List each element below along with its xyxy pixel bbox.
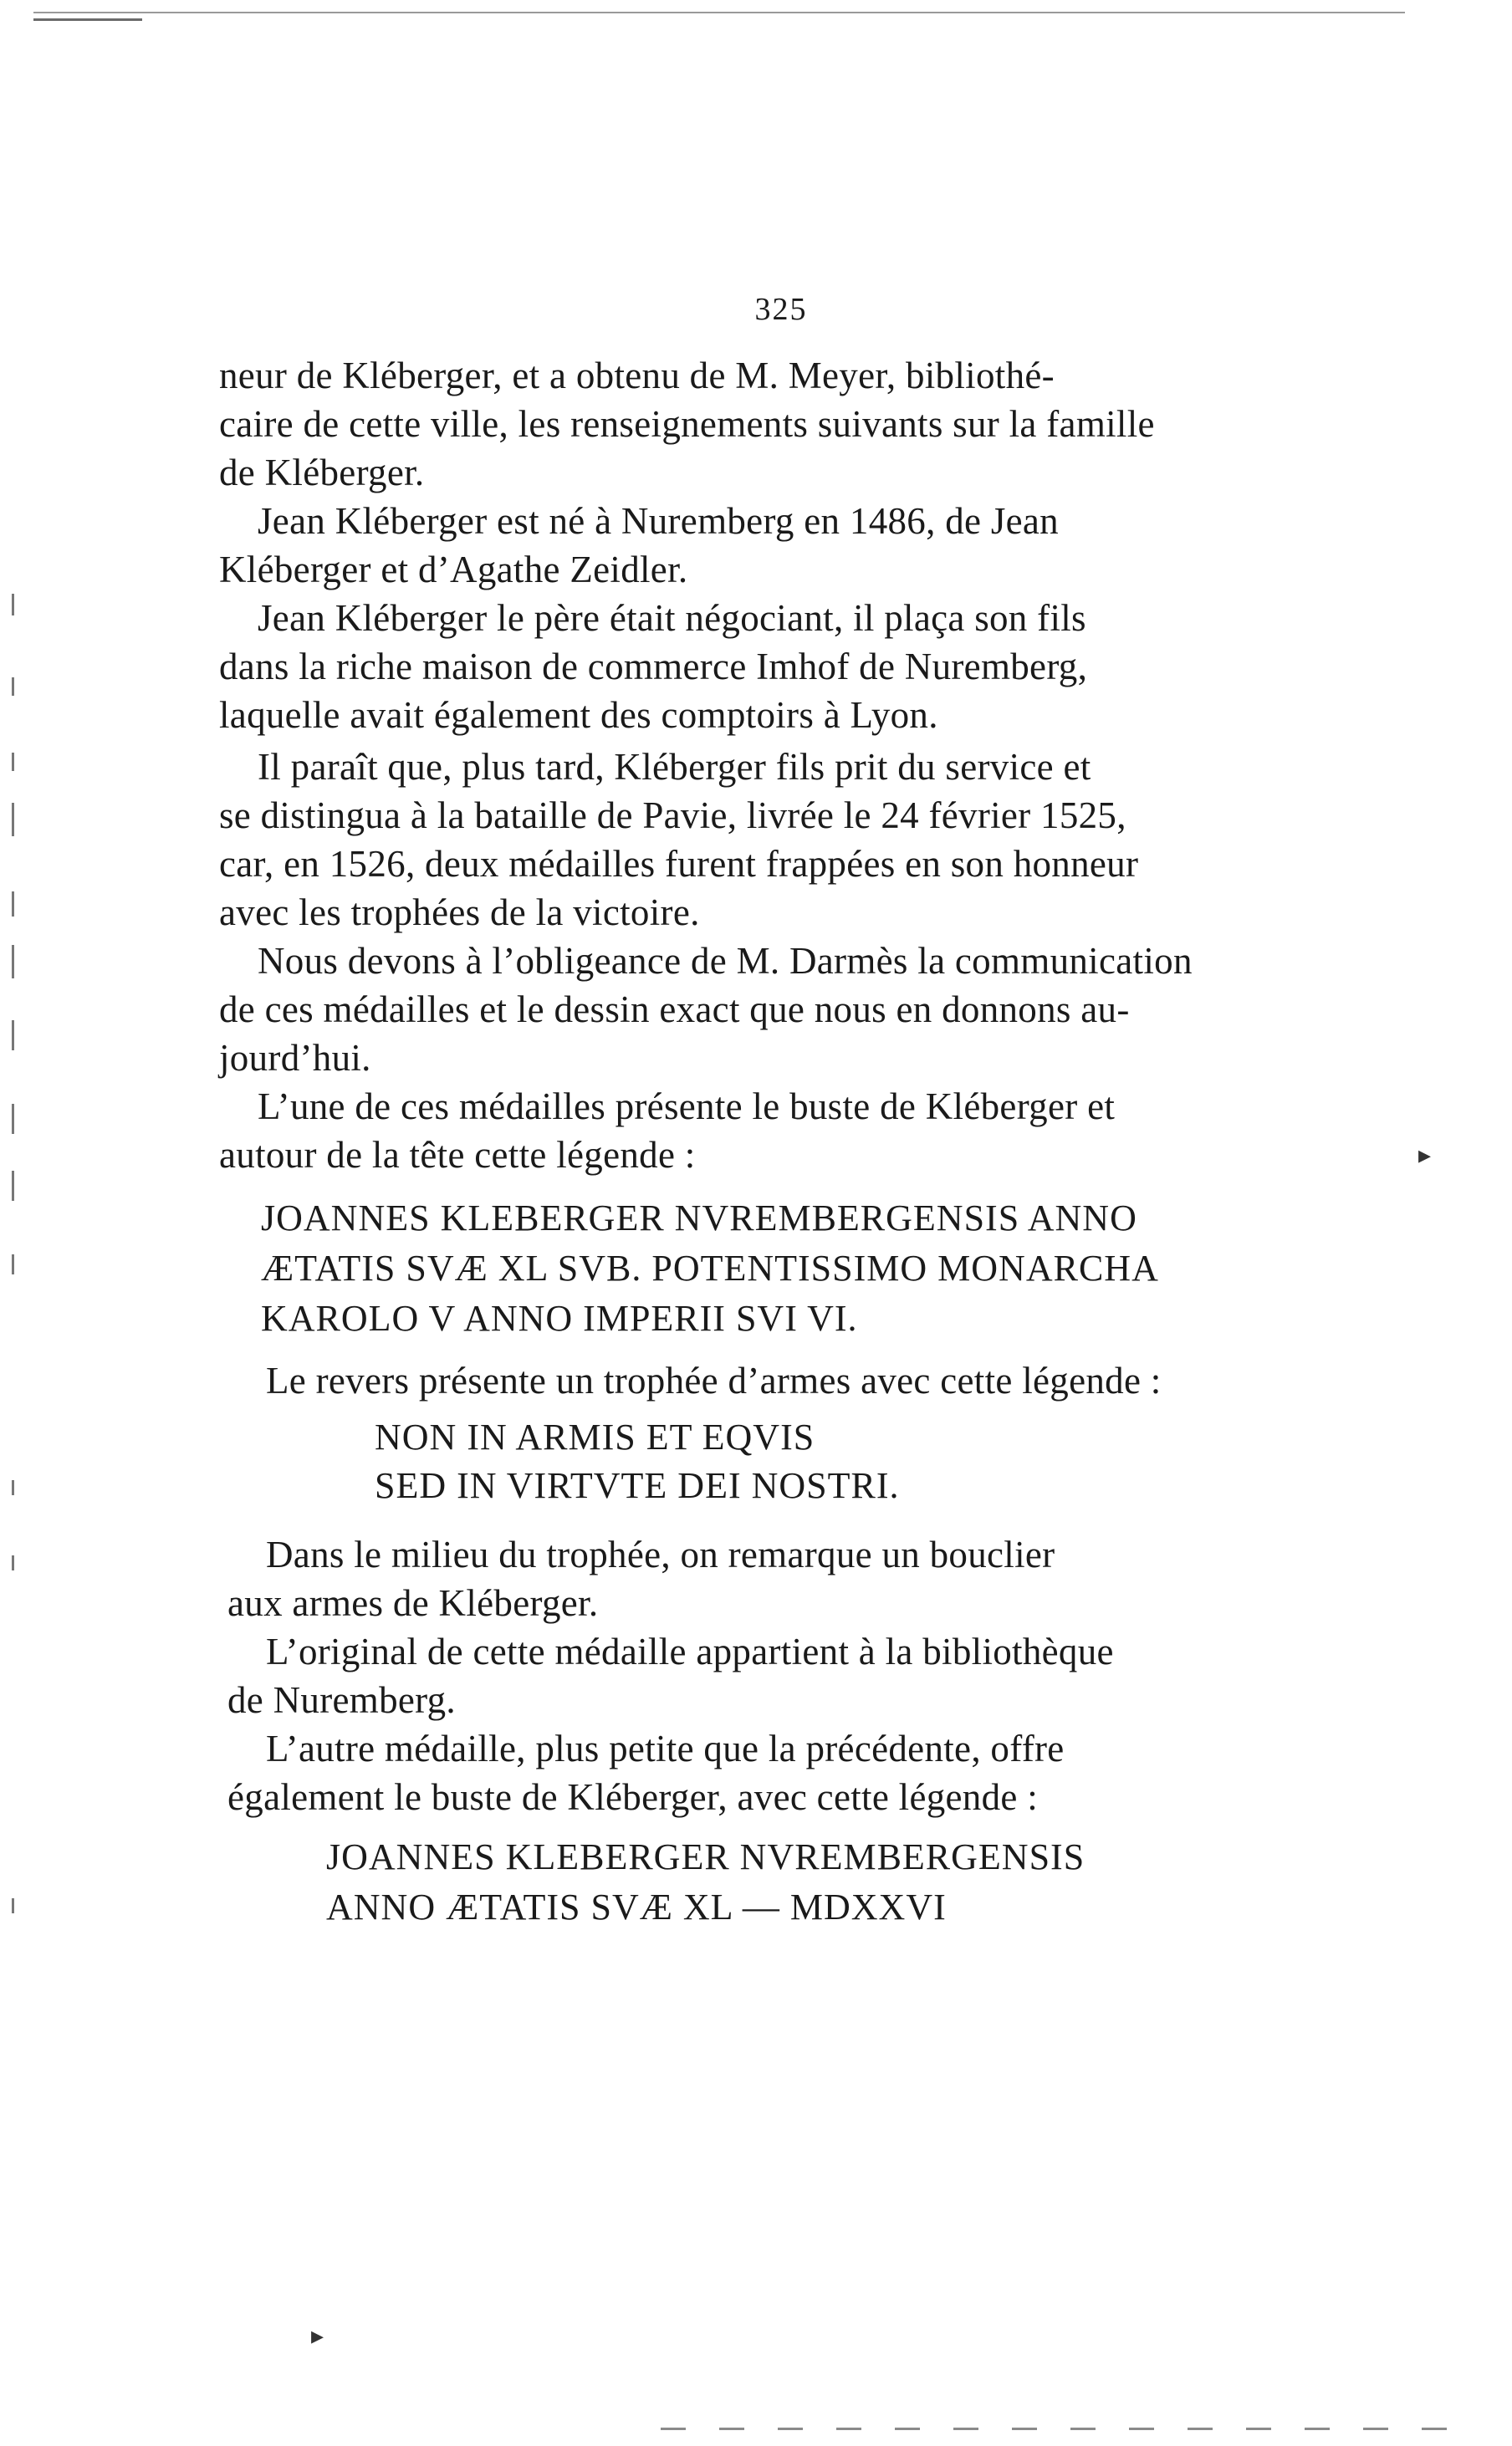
text-line: de Kléberger.	[219, 452, 425, 493]
text-line: de Nuremberg.	[227, 1679, 456, 1721]
scan-speck: ▸	[311, 2322, 324, 2350]
scan-edge-mark	[836, 2428, 861, 2430]
text-line: Jean Kléberger le père était négociant, il plaça son fils	[258, 597, 1086, 639]
scan-edge-line	[33, 12, 1405, 13]
scan-edge-mark	[953, 2428, 978, 2430]
medal-legend-line: ÆTATIS SVÆ XL SVB. POTENTISSIMO MONARCHA	[261, 1248, 1159, 1289]
scan-edge-mark	[1129, 2428, 1154, 2430]
reverse-legend-line: SED IN VIRTVTE DEI NOSTRI.	[375, 1465, 900, 1506]
scan-edge-mark	[1363, 2428, 1388, 2430]
text-line: Kléberger et d’Agathe Zeidler.	[219, 549, 688, 590]
text-line: neur de Kléberger, et a obtenu de M. Meyer, bibliothé-	[219, 355, 1055, 396]
text-line: Nous devons à l’obligeance de M. Darmès la communication	[258, 940, 1193, 982]
text-line: Le revers présente un trophée d’armes avec cette légende :	[266, 1360, 1162, 1402]
scan-margin-mark	[12, 891, 14, 917]
scan-edge-mark	[895, 2428, 920, 2430]
medal-legend-line: ANNO ÆTATIS SVÆ XL — MDXXVI	[326, 1887, 947, 1928]
scan-speck: ▸	[1418, 1141, 1432, 1169]
scan-edge-mark	[1422, 2428, 1447, 2430]
text-line: jourd’hui.	[219, 1037, 371, 1079]
text-line: Dans le milieu du trophée, on remarque un bouclier	[266, 1534, 1055, 1575]
scan-edge-mark	[1305, 2428, 1330, 2430]
scan-edge-mark	[1188, 2428, 1213, 2430]
scan-margin-mark	[12, 945, 14, 978]
scan-margin-mark	[12, 1020, 14, 1050]
text-line: caire de cette ville, les renseignements suivants sur la famille	[219, 403, 1155, 445]
text-line: avec les trophées de la victoire.	[219, 891, 700, 933]
text-line: L’une de ces médailles présente le buste de Kléberger et	[258, 1085, 1116, 1127]
scan-edge-mark	[1246, 2428, 1271, 2430]
scan-edge-mark	[1012, 2428, 1037, 2430]
text-line: aux armes de Kléberger.	[227, 1582, 599, 1624]
scan-margin-mark	[12, 803, 14, 836]
scan-margin-mark	[12, 1254, 14, 1274]
text-line: laquelle avait également des comptoirs à Lyon.	[219, 694, 938, 736]
text-line: se distingua à la bataille de Pavie, livrée le 24 février 1525,	[219, 794, 1126, 836]
page-number: 325	[754, 292, 808, 327]
medal-legend-line: JOANNES KLEBERGER NVREMBERGENSIS ANNO	[261, 1197, 1137, 1238]
reverse-legend-line: NON IN ARMIS ET EQVIS	[375, 1417, 815, 1458]
text-line: dans la riche maison de commerce Imhof de Nuremberg,	[219, 646, 1088, 687]
text-line: Jean Kléberger est né à Nuremberg en 1486, de Jean	[258, 500, 1059, 542]
scan-edge-mark	[1070, 2428, 1096, 2430]
text-line: car, en 1526, deux médailles furent frappées en son honneur	[219, 843, 1139, 885]
scan-margin-mark	[12, 753, 14, 771]
scan-edge-mark	[33, 18, 142, 21]
text-line: L’original de cette médaille appartient à la bibliothèque	[266, 1631, 1114, 1672]
scan-margin-mark	[12, 594, 14, 615]
text-line: L’autre médaille, plus petite que la précédente, offre	[266, 1728, 1065, 1769]
scan-margin-mark	[12, 1104, 14, 1134]
scan-edge-mark	[661, 2428, 686, 2430]
text-line: Il paraît que, plus tard, Kléberger fils prit du service et	[258, 746, 1091, 788]
scan-edge-mark	[778, 2428, 803, 2430]
scan-margin-mark	[12, 1555, 14, 1570]
medal-legend-line: JOANNES KLEBERGER NVREMBERGENSIS	[326, 1836, 1085, 1877]
text-line: de ces médailles et le dessin exact que nous en donnons au-	[219, 988, 1130, 1030]
scan-margin-mark	[12, 1171, 14, 1201]
medal-legend-line: KAROLO V ANNO IMPERII SVI VI.	[261, 1298, 858, 1339]
scan-margin-mark	[12, 1898, 14, 1913]
scan-margin-mark	[12, 677, 14, 696]
scan-margin-mark	[12, 1480, 14, 1495]
scan-edge-mark	[719, 2428, 744, 2430]
text-line: autour de la tête cette légende :	[219, 1134, 696, 1176]
text-line: également le buste de Kléberger, avec cette légende :	[227, 1776, 1039, 1818]
